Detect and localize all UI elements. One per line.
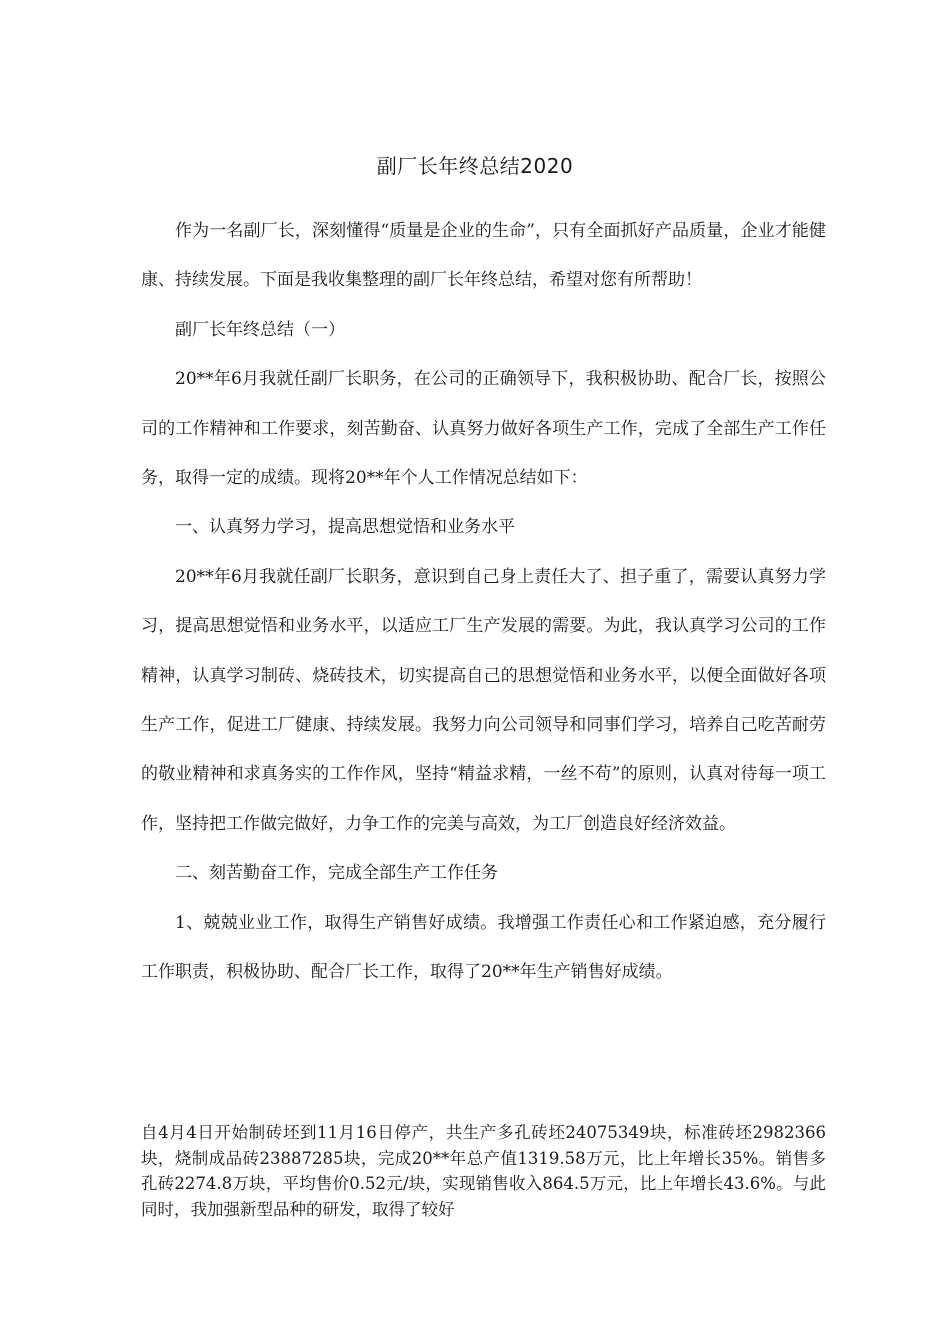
document-title: 副厂长年终总结2020 — [376, 154, 574, 178]
production-paragraph: 1、兢兢业业工作，取得生产销售好成绩。我增强工作责任心和工作紧迫感，充分履行工作职责，积极协助、配合厂长工作，取得了20**年生产销售好成绩。 — [141, 912, 826, 983]
document-body — [141, 207, 826, 998]
production-data-block — [141, 1120, 826, 1222]
study-paragraph: 20**年6月我就任副厂长职务，意识到自己身上责任大了、担子重了，需要认真努力学习，提高思想觉悟和业务水平，以适应工厂生产发展的需要。为此，我认真学习公司的工作精神，认真学习制砖、烧砖技术，切实提高自己的思想觉悟和业务水平，以便全面做好各项生产工作，促进工厂健康、持续发展。我努力向公司领导和同事们学习，培养自己吃苦耐劳的敬业精神和求真务实的工作作风，坚持“精益求精，一丝不苟”的原则，认真对待每一项工作，坚持把工作做完做好，力争工作的完美与高效，为工厂创造良好经济效益。 — [141, 566, 826, 834]
section-heading-work: 二、刻苦勤奋工作，完成全部生产工作任务 — [175, 863, 498, 884]
production-data-paragraph: 自4月4日开始制砖坯到11月16日停产，共生产多孔砖坯24075349块，标准砖坯2982366块，烧制成品砖23887285块，完成20**年总产值1319.58万元，比上年增长35%。销售多孔砖2274.8万块，平均售价0.52元/块，实现销售收入864.5万元，比上年增长43.6%。与此同时，我加强新型品种的研发，取得了较好 — [141, 1123, 826, 1219]
section-heading-study: 一、认真努力学习，提高思想觉悟和业务水平 — [175, 517, 515, 538]
overview-paragraph: 20**年6月我就任副厂长职务，在公司的正确领导下，我积极协助、配合厂长，按照公司的工作精神和工作要求，刻苦勤奋、认真努力做好各项生产工作，完成了全部生产工作任务，取得一定的成绩。现将20**年个人工作情况总结如下： — [141, 369, 826, 489]
section-heading-summary-one: 副厂长年终总结（一） — [175, 319, 345, 340]
intro-paragraph: 作为一名副厂长，深刻懂得“质量是企业的生命”，只有全面抓好产品质量，企业才能健康、持续发展。下面是我收集整理的副厂长年终总结，希望对您有所帮助！ — [141, 221, 826, 291]
